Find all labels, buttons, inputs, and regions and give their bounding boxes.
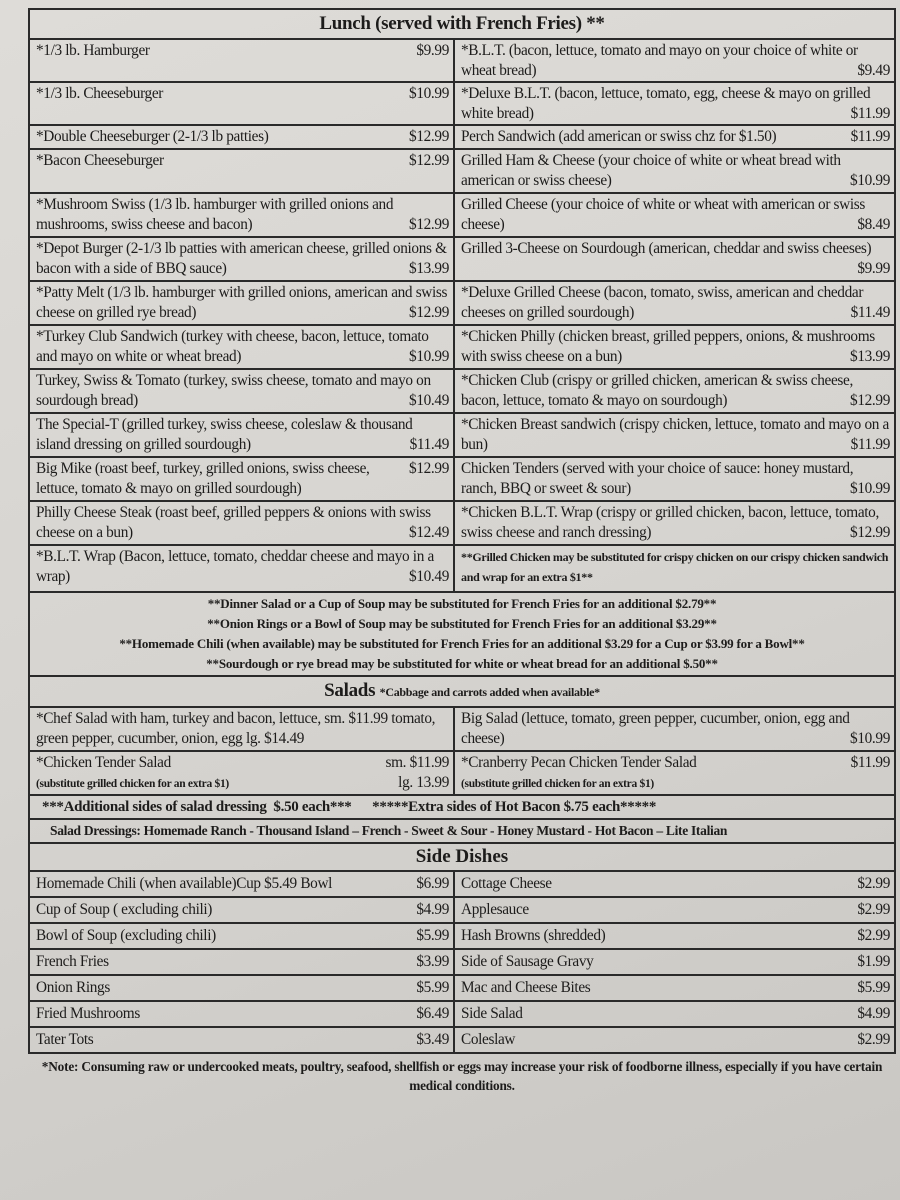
menu-row — [30, 1028, 894, 1054]
item-name: Fried Mushrooms — [36, 1005, 140, 1022]
menu-row — [30, 872, 894, 898]
item-price: $9.49 — [857, 62, 890, 79]
item-name: *Chicken Breast sandwich (crispy chicken, lettuce, tomato and mayo on a bun) — [461, 416, 889, 453]
health-footnote: *Note: Consuming raw or undercooked meats, poultry, seafood, shellfish or eggs may increase your risk of foodborne illness, especially if you have certain medical conditions. — [41, 1059, 883, 1093]
salad-extras: ***Additional sides of salad dressing $.50 each*** *****Extra sides of Hot Bacon $.75 each***** — [30, 796, 894, 820]
menu-item — [455, 194, 894, 236]
item-price: $10.99 — [409, 85, 449, 102]
item-name: *Patty Melt (1/3 lb. hamburger with grilled onions, american and swiss cheese on grilled rye bread) — [36, 284, 448, 321]
item-price: $12.99 — [409, 128, 449, 145]
salad-dressings: Salad Dressings: Homemade Ranch - Thousand Island – French - Sweet & Sour - Honey Mustard - Hot Bacon – Lite Italian — [30, 820, 894, 844]
item-line — [36, 951, 449, 973]
item-line — [36, 327, 449, 367]
salads-subtitle: *Cabbage and carrots added when available* — [379, 685, 600, 699]
item-price: $12.99 — [409, 152, 449, 169]
menu-row — [30, 282, 894, 326]
note-line: **Sourdough or rye bread may be substituted for white or wheat bread for an additional $.50** — [206, 656, 718, 671]
item-name: Mac and Cheese Bites — [461, 979, 591, 996]
item-line — [36, 239, 449, 279]
item-price: $10.99 — [850, 730, 890, 747]
item-price: $13.99 — [409, 260, 449, 277]
item-name: *1/3 lb. Cheeseburger — [36, 85, 164, 102]
menu-item — [455, 976, 894, 1000]
item-line — [461, 459, 890, 499]
menu-item — [30, 502, 455, 544]
item-note-line — [461, 773, 890, 794]
item-name: Coleslaw — [461, 1031, 516, 1048]
item-name: Hash Browns (shredded) — [461, 927, 606, 944]
menu-item — [455, 282, 894, 324]
item-line — [36, 503, 449, 543]
note-line: **Homemade Chili (when available) may be substituted for French Fries for an additional $3.29 for a Cup or $3.99 for a Bowl** — [119, 636, 805, 651]
item-line — [461, 151, 890, 191]
item-name: *B.L.T. Wrap (Bacon, lettuce, tomato, cheddar cheese and mayo in a wrap) — [36, 548, 434, 585]
item-note: (substitute grilled chicken for an extra $1) — [36, 778, 229, 790]
item-name: *Chicken Club (crispy or grilled chicken, american & swiss cheese, bacon, lettuce, tomato & mayo on sourdough) — [461, 372, 853, 409]
item-name: *Cranberry Pecan Chicken Tender Salad — [461, 754, 697, 771]
menu-row — [30, 976, 894, 1002]
item-price: $1.99 — [857, 953, 890, 970]
side-items — [30, 872, 894, 1054]
menu-row — [30, 83, 894, 126]
item-price: $10.49 — [409, 568, 449, 585]
item-price: $6.99 — [416, 875, 449, 892]
item-line — [461, 709, 890, 749]
item-price: $10.99 — [850, 172, 890, 189]
item-price: $11.49 — [850, 304, 890, 321]
item-line — [36, 151, 449, 171]
menu-row — [30, 924, 894, 950]
lunch-items — [30, 40, 894, 593]
menu-item — [30, 150, 455, 192]
item-note-line — [36, 773, 449, 794]
menu-item — [455, 898, 894, 922]
item-name: Grilled Cheese (your choice of white or wheat with american or swiss cheese) — [461, 196, 865, 233]
menu-row — [30, 370, 894, 414]
menu-item — [455, 1028, 894, 1052]
menu-row — [30, 150, 894, 194]
item-name: Bowl of Soup (excluding chili) — [36, 927, 216, 944]
note-line: **Dinner Salad or a Cup of Soup may be substituted for French Fries for an additional $2.79** — [207, 596, 717, 611]
item-line — [36, 195, 449, 235]
item-name: *Chicken B.L.T. Wrap (crispy or grilled chicken, bacon, lettuce, tomato, swiss cheese and ranch dressing) — [461, 504, 879, 541]
item-price: $2.99 — [857, 875, 890, 892]
menu-item — [30, 126, 455, 148]
item-name: *Deluxe B.L.T. (bacon, lettuce, tomato, egg, cheese & mayo on grilled white bread) — [461, 85, 871, 122]
item-price: $13.99 — [850, 348, 890, 365]
item-line — [461, 84, 890, 124]
item-price: $12.49 — [409, 524, 449, 541]
menu-item — [455, 40, 894, 81]
item-line — [36, 41, 449, 61]
menu-item — [30, 898, 455, 922]
item-price: $5.99 — [416, 927, 449, 944]
item-name: Chicken Tenders (served with your choice of sauce: honey mustard, ranch, BBQ or sweet & sour) — [461, 460, 854, 497]
item-name: *Chicken Tender Salad — [36, 754, 171, 771]
menu-item — [455, 83, 894, 124]
menu-row — [30, 1002, 894, 1028]
item-price: $12.99 — [409, 304, 449, 321]
item-price: $2.99 — [857, 927, 890, 944]
menu-item — [455, 1002, 894, 1026]
item-name: *Bacon Cheeseburger — [36, 152, 164, 169]
item-name: Philly Cheese Steak (roast beef, grilled peppers & onions with swiss cheese on a bun) — [36, 504, 431, 541]
menu-item — [30, 194, 455, 236]
menu-item — [455, 458, 894, 500]
item-name: Grilled 3-Cheese on Sourdough (american, cheddar and swiss cheeses) — [461, 240, 872, 257]
menu-row — [30, 752, 894, 796]
item-price: $12.99 — [409, 460, 449, 477]
item-name: The Special-T (grilled turkey, swiss cheese, coleslaw & thousand island dressing on grilled sourdough) — [36, 416, 413, 453]
menu-row — [30, 414, 894, 458]
item-price: $11.99 — [850, 128, 890, 145]
item-price: $5.99 — [416, 979, 449, 996]
item-name: *Mushroom Swiss (1/3 lb. hamburger with grilled onions and mushrooms, swiss cheese and bacon) — [36, 196, 394, 233]
menu-item — [455, 238, 894, 280]
item-line — [461, 239, 890, 277]
item-line — [36, 127, 449, 147]
item-price: $3.49 — [416, 1031, 449, 1048]
item-price: $12.99 — [850, 392, 890, 409]
item-line — [36, 459, 449, 499]
menu-item — [455, 126, 894, 148]
menu-row — [30, 708, 894, 752]
item-line — [461, 1029, 890, 1051]
menu-item — [30, 238, 455, 280]
item-line — [461, 371, 890, 411]
menu-item — [30, 370, 455, 412]
menu-item — [30, 458, 455, 500]
item-price: $2.99 — [857, 1031, 890, 1048]
item-line — [461, 899, 890, 921]
menu-row — [30, 546, 894, 593]
item-price: $12.99 — [409, 216, 449, 233]
item-price: $2.99 — [857, 901, 890, 918]
item-price: $10.49 — [409, 392, 449, 409]
salads-header — [30, 677, 894, 708]
item-line — [36, 925, 449, 947]
substitution-notes — [30, 593, 894, 677]
menu-item — [30, 1002, 455, 1026]
item-line — [461, 327, 890, 367]
menu-item — [455, 872, 894, 896]
item-name: Tater Tots — [36, 1031, 94, 1048]
item-name: *Turkey Club Sandwich (turkey with cheese, bacon, lettuce, tomato and mayo on white or wheat bread) — [36, 328, 429, 365]
menu-item — [30, 872, 455, 896]
item-line — [36, 873, 449, 895]
lunch-title: Lunch (served with French Fries) ** — [30, 10, 894, 40]
menu-item — [455, 708, 894, 750]
menu-row — [30, 126, 894, 150]
item-price: $9.99 — [416, 42, 449, 59]
item-price: $10.99 — [850, 480, 890, 497]
item-price: $12.99 — [850, 524, 890, 541]
item-name: Turkey, Swiss & Tomato (turkey, swiss cheese, tomato and mayo on sourdough bread) — [36, 372, 431, 409]
item-line — [461, 195, 890, 235]
item-price: $4.99 — [416, 901, 449, 918]
menu-row — [30, 238, 894, 282]
item-price: $5.99 — [857, 979, 890, 996]
item-line — [461, 415, 890, 455]
menu-item — [30, 83, 455, 124]
item-price: $6.49 — [416, 1005, 449, 1022]
item-price: $11.49 — [409, 436, 449, 453]
item-price: $8.49 — [857, 216, 890, 233]
item-price: $11.99 — [850, 436, 890, 453]
item-line — [461, 41, 890, 81]
menu-item — [30, 752, 455, 794]
menu-item — [30, 950, 455, 974]
item-name: *Chicken Philly (chicken breast, grilled peppers, onions, & mushrooms with swiss cheese on a bun) — [461, 328, 875, 365]
menu-item — [455, 546, 894, 591]
item-name: Homemade Chili (when available)Cup $5.49 Bowl — [36, 875, 333, 892]
item-line — [36, 977, 449, 999]
item-line — [461, 951, 890, 973]
item-line — [461, 753, 890, 773]
item-line — [36, 899, 449, 921]
menu-row — [30, 40, 894, 83]
item-name: Side of Sausage Gravy — [461, 953, 594, 970]
item-line — [36, 84, 449, 104]
item-line — [461, 503, 890, 543]
item-price: $9.99 — [857, 260, 890, 277]
menu-row — [30, 458, 894, 502]
item-price: $3.99 — [416, 953, 449, 970]
menu-item — [455, 414, 894, 456]
item-price: sm. $11.99 — [385, 754, 449, 771]
item-line — [461, 1003, 890, 1025]
menu-row — [30, 502, 894, 546]
item-line — [461, 873, 890, 895]
item-name: *Double Cheeseburger (2-1/3 lb patties) — [36, 128, 269, 145]
item-line — [36, 753, 449, 773]
item-note: (substitute grilled chicken for an extra $1) — [461, 778, 654, 790]
item-name: *Depot Burger (2-1/3 lb patties with american cheese, grilled onions & bacon with a side of BBQ sauce) — [36, 240, 447, 277]
item-name: Big Salad (lettuce, tomato, green pepper, cucumber, onion, egg and cheese) — [461, 710, 850, 747]
item-name: *Deluxe Grilled Cheese (bacon, tomato, swiss, american and cheddar cheeses on grilled sourdough) — [461, 284, 864, 321]
menu-item — [455, 950, 894, 974]
item-name: Big Mike (roast beef, turkey, grilled onions, swiss cheese, lettuce, tomato & mayo on grilled sourdough) — [36, 460, 370, 497]
item-name: Perch Sandwich (add american or swiss chz for $1.50) — [461, 128, 777, 145]
menu-row — [30, 950, 894, 976]
menu-item — [30, 40, 455, 81]
item-line — [36, 709, 449, 749]
item-name: Onion Rings — [36, 979, 110, 996]
item-name: Applesauce — [461, 901, 529, 918]
item-name: Cottage Cheese — [461, 875, 552, 892]
menu-item — [30, 546, 455, 591]
menu-row — [30, 326, 894, 370]
item-line — [461, 547, 890, 587]
item-line — [36, 283, 449, 323]
menu-item — [30, 326, 455, 368]
item-name: Grilled Ham & Cheese (your choice of white or wheat bread with american or swiss cheese) — [461, 152, 841, 189]
item-line — [36, 547, 449, 587]
sides-title: Side Dishes — [30, 844, 894, 872]
item-price: $4.99 — [857, 1005, 890, 1022]
menu-item — [455, 150, 894, 192]
item-name: *1/3 lb. Hamburger — [36, 42, 150, 59]
menu-item — [455, 752, 894, 794]
menu-item — [455, 370, 894, 412]
menu-sheet — [28, 8, 896, 1054]
item-name: Side Salad — [461, 1005, 523, 1022]
menu-row — [30, 194, 894, 238]
menu-item — [30, 414, 455, 456]
item-name: *Chef Salad with ham, turkey and bacon, lettuce, sm. $11.99 tomato, green pepper, cucumber, onion, egg lg. $14.49 — [36, 710, 436, 747]
note-line: **Onion Rings or a Bowl of Soup may be substituted for French Fries for an additional $3.29** — [207, 616, 717, 631]
menu-item — [30, 1028, 455, 1052]
item-price: $11.99 — [850, 105, 890, 122]
item-line — [36, 415, 449, 455]
item-price: $11.99 — [850, 754, 890, 771]
item-line — [461, 925, 890, 947]
menu-item — [455, 502, 894, 544]
menu-item — [455, 924, 894, 948]
item-price: $10.99 — [409, 348, 449, 365]
menu-item — [30, 708, 455, 750]
item-name: *B.L.T. (bacon, lettuce, tomato and mayo on your choice of white or wheat bread) — [461, 42, 858, 79]
item-line — [461, 977, 890, 999]
salad-items — [30, 708, 894, 796]
item-price-large: lg. 13.99 — [398, 774, 449, 791]
item-line — [36, 1003, 449, 1025]
item-line — [36, 1029, 449, 1051]
item-name: **Grilled Chicken may be substituted for crispy chicken on our crispy chicken sandwich and wrap for an extra $1** — [461, 550, 889, 584]
menu-item — [30, 976, 455, 1000]
menu-item — [30, 282, 455, 324]
item-name: French Fries — [36, 953, 109, 970]
item-line — [461, 283, 890, 323]
salads-title: Salads — [324, 680, 376, 701]
item-name: Cup of Soup ( excluding chili) — [36, 901, 213, 918]
item-line — [36, 371, 449, 411]
menu-item — [30, 924, 455, 948]
item-line — [461, 127, 890, 147]
menu-row — [30, 898, 894, 924]
menu-item — [455, 326, 894, 368]
